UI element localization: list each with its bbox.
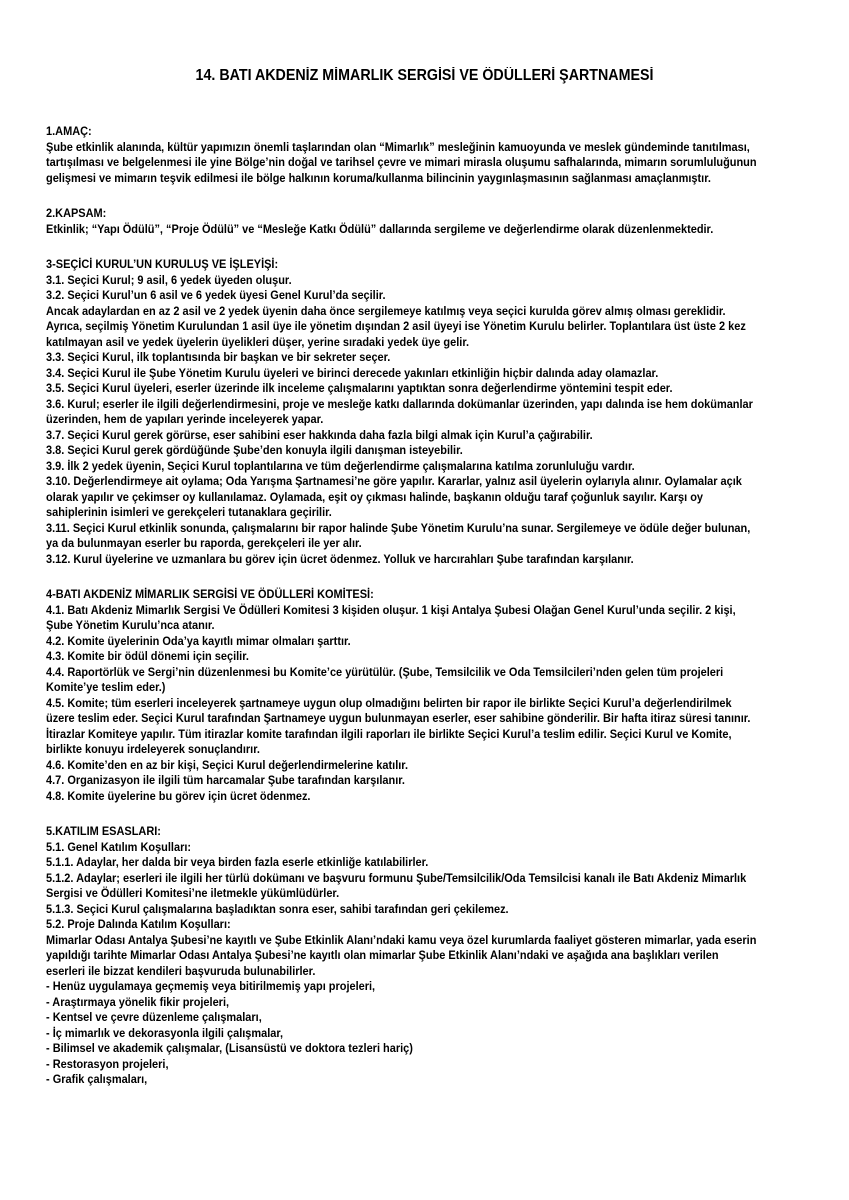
text-line: 3.12. Kurul üyelerine ve uzmanlara bu görev için ücret ödenmez. Yolluk ve harcırahları Şube tarafından karşılanır. [46,551,634,566]
text-line: Şube etkinlik alanında, kültür yapımızın önemli taşlarından olan “Mimarlık” mesleğinin kamuoyunda ve meslek gündeminde tanıtılması, [46,139,750,154]
text-line: 3.3. Seçici Kurul, ilk toplantısında bir başkan ve bir sekreter seçer. [46,350,391,364]
text-line: ya da bulunmayan eserler bu raporda, gerekçeleri ile yer alır. [46,536,362,550]
text-line: Komite’ye teslim eder.) [46,680,166,694]
text-line: 5.1. Genel Katılım Koşulları: [46,839,192,854]
text-line: 3.9. İlk 2 yedek üyenin, Seçici Kurul toplantılarına ve tüm değerlendirme çalışmalarına katılma zorunluluğu vardır. [46,458,635,473]
text-line: Ayrıca, seçilmiş Yönetim Kurulundan 1 asil üye ile yönetim dışından 2 asil üyeyi ise Yönetim Kurulu belirler. Toplantılara üst üste 2 kez [46,319,746,333]
text-line: birlikte konuyu irdeleyerek sonuçlandırır. [46,742,260,756]
section-secici-kurul [46,257,781,567]
text-line: Etkinlik; “Yapı Ödülü”, “Proje Ödülü” ve “Mesleğe Katkı Ödülü” dallarında sergileme ve değerlendirme olarak düzenlenmektedir. [46,221,714,236]
text-line: 5.1.3. Seçici Kurul çalışmalarına başladıktan sonra eser, sahibi tarafından geri çekilemez. [46,901,509,916]
text-line: 4.6. Komite’den en az bir kişi, Seçici Kurul değerlendirmelerine katılır. [46,757,409,772]
text-line: 3.7. Seçici Kurul gerek görürse, eser sahibini eser hakkında daha fazla bilgi almak için Kurul’a çağırabilir. [46,427,593,442]
text-line: 3.8. Seçici Kurul gerek gördüğünde Şube’den konuyla ilgili danışman isteyebilir. [46,443,463,457]
document-body [46,124,781,1088]
text-line: 3.4. Seçici Kurul ile Şube Yönetim Kurulu üyeleri ve birinci derecede yakınları etkinliğin hiçbir dalında aday olamazlar. [46,365,659,380]
text-line: - Grafik çalışmaları, [46,1072,148,1086]
text-line: Mimarlar Odası Antalya Şubesi’ne kayıtlı ve Şube Etkinlik Alanı’ndaki kamu veya özel kurumlarda faaliyet gösteren mimarlar, yada eserin [46,932,757,947]
document-title: 14. BATI AKDENİZ MİMARLIK SERGİSİ VE ÖDÜLLERİ ŞARTNAMESİ [195,67,654,84]
text-line: Ancak adaylardan en az 2 asil ve 2 yedek üyenin daha önce sergilemeye katılmış veya seçici kurulda görev almış olması gereklidir. [46,303,726,318]
text-line: 5.1.2. Adaylar; eserleri ile ilgili her türlü dokümanı ve başvuru formunu Şube/Temsilcilik/Oda Temsilcisi kanalı ile Batı Akdeniz Mimarlık [46,870,747,885]
text-line: - Kentsel ve çevre düzenleme çalışmaları, [46,1010,262,1024]
text-line: 4.7. Organizasyon ile ilgili tüm harcamalar Şube tarafından karşılanır. [46,773,405,787]
text-line: tartışılması ve belgelenmesi ile yine Bölge’nin doğal ve tarihsel çevre ve mimari mirasla oluşumu safhalarında, mimarın sorumluluğunun [46,155,757,169]
text-line: - Araştırmaya yönelik fikir projeleri, [46,994,230,1009]
text-line: 3.5. Seçici Kurul üyeleri, eserler üzerinde ilk inceleme çalışmalarını yaptıktan sonra değerlendirme yöntemini tespit eder. [46,381,673,395]
text-line: 5.1.1. Adaylar, her dalda bir veya birden fazla eserle etkinliğe katılabilirler. [46,855,429,869]
text-line: Sergisi ve Ödülleri Komitesi’ne iletmekle yükümlüdürler. [46,886,340,900]
text-line: - Bilimsel ve akademik çalışmalar, (Lisansüstü ve doktora tezleri hariç) [46,1041,413,1055]
text-line: 3.11. Seçici Kurul etkinlik sonunda, çalışmalarını bir rapor halinde Şube Yönetim Kurulu’na sunar. Sergilemeye ve ödüle değer bulunan, [46,520,751,535]
text-line: 3.1. Seçici Kurul; 9 asil, 6 yedek üyeden oluşur. [46,272,292,287]
section-heading: 2.KAPSAM: [46,206,107,220]
text-line: üzere teslim eder. Seçici Kurul tarafından Şartnameye uygun bulunmayan eserler, eser sahibine gönderilir. Bir hafta itiraz süresi tanınır. [46,711,751,725]
text-line: sahiplerinin isimleri ve gerekçeleri tutanaklara geçirilir. [46,505,332,519]
section-kapsam [46,206,781,237]
text-line: - Restorasyon projeleri, [46,1056,169,1071]
text-line: 5.2. Proje Dalında Katılım Koşulları: [46,917,231,931]
text-line: 4.4. Raportörlük ve Sergi’nin düzenlenmesi bu Komite’ce yürütülür. (Şube, Temsilcilik ve Oda Temsilcileri’nden gelen tüm projeleri [46,664,724,679]
text-line: 4.8. Komite üyelerine bu görev için ücret ödenmez. [46,788,311,803]
text-line: Şube Yönetim Kurulu’nca atanır. [46,618,215,632]
section-heading: 5.KATILIM ESASLARI: [46,824,161,838]
section-amac [46,124,781,186]
section-heading: 4-BATI AKDENİZ MİMARLIK SERGİSİ VE ÖDÜLLERİ KOMİTESİ: [46,587,374,601]
text-line: 4.1. Batı Akdeniz Mimarlık Sergisi Ve Ödülleri Komitesi 3 kişiden oluşur. 1 kişi Antalya Şubesi Olağan Genel Kurul’unda seçilir. 2 kişi, [46,602,736,617]
section-komite [46,587,781,804]
text-line: gelişmesi ve mimarın teşvik edilmesi ile bölge halkının koruma/kullanma bilincinin yaygınlaşmasının sağlanması amaçlanmıştır. [46,170,711,185]
text-line: - Henüz uygulamaya geçmemiş veya bitirilmemiş yapı projeleri, [46,979,376,993]
text-line: eserleri ile bizzat kendileri başvuruda bulunabilirler. [46,963,316,978]
section-heading: 3-SEÇİCİ KURUL’UN KURULUŞ VE İŞLEYİŞİ: [46,257,279,271]
text-line: 3.2. Seçici Kurul’un 6 asil ve 6 yedek üyesi Genel Kurul’da seçilir. [46,288,386,302]
text-line: olarak yapılır ve çekimser oy kullanılamaz. Oylamada, eşit oy çıkması halinde, başkanın olduğu taraf çoğunluk sayılır. Karşı oy [46,489,704,504]
text-line: yapıldığı tarihte Mimarlar Odası Antalya Şubesi’ne kayıtlı olan mimarlar Şube Etkinlik Alanı’ndaki ve aşağıda ana başlıkları verilen [46,948,719,962]
text-line: üzerinden, hem de yapıları yerinde inceleyerek yapar. [46,412,324,426]
section-heading: 1.AMAÇ: [46,124,92,138]
text-line: 3.10. Değerlendirmeye ait oylama; Oda Yarışma Şartnamesi’ne göre yapılır. Kararlar, yalnız asil üyelerin oylarıyla alınır. Oylamalar açık [46,474,742,488]
text-line: 4.5. Komite; tüm eserleri inceleyerek şartnameye uygun olup olmadığını belirten bir rapor ile birlikte Seçici Kurul’a değerlendirilmek [46,695,732,710]
text-line: 4.2. Komite üyelerinin Oda’ya kayıtlı mimar olmaları şarttır. [46,633,351,648]
text-line: 4.3. Komite bir ödül dönemi için seçilir. [46,649,249,663]
text-line: 3.6. Kurul; eserler ile ilgili değerlendirmesini, proje ve mesleğe katkı dallarında dokümanlar üzerinden, yapı dalında ise hem dokümanlar [46,396,753,411]
text-line: - İç mimarlık ve dekorasyonla ilgili çalışmalar, [46,1025,284,1040]
text-line: katılmayan asil ve yedek üyelerin üyelikleri düşer, yerine sıradaki yedek üye gelir. [46,334,470,349]
section-katilim-esaslari [46,824,781,1088]
text-line: İtirazlar Komiteye yapılır. Tüm itirazlar komite tarafından ilgili raporları ile birlikte Seçici Kurul’a teslim edilir. Seçici Kurul ve Komite, [46,726,732,741]
